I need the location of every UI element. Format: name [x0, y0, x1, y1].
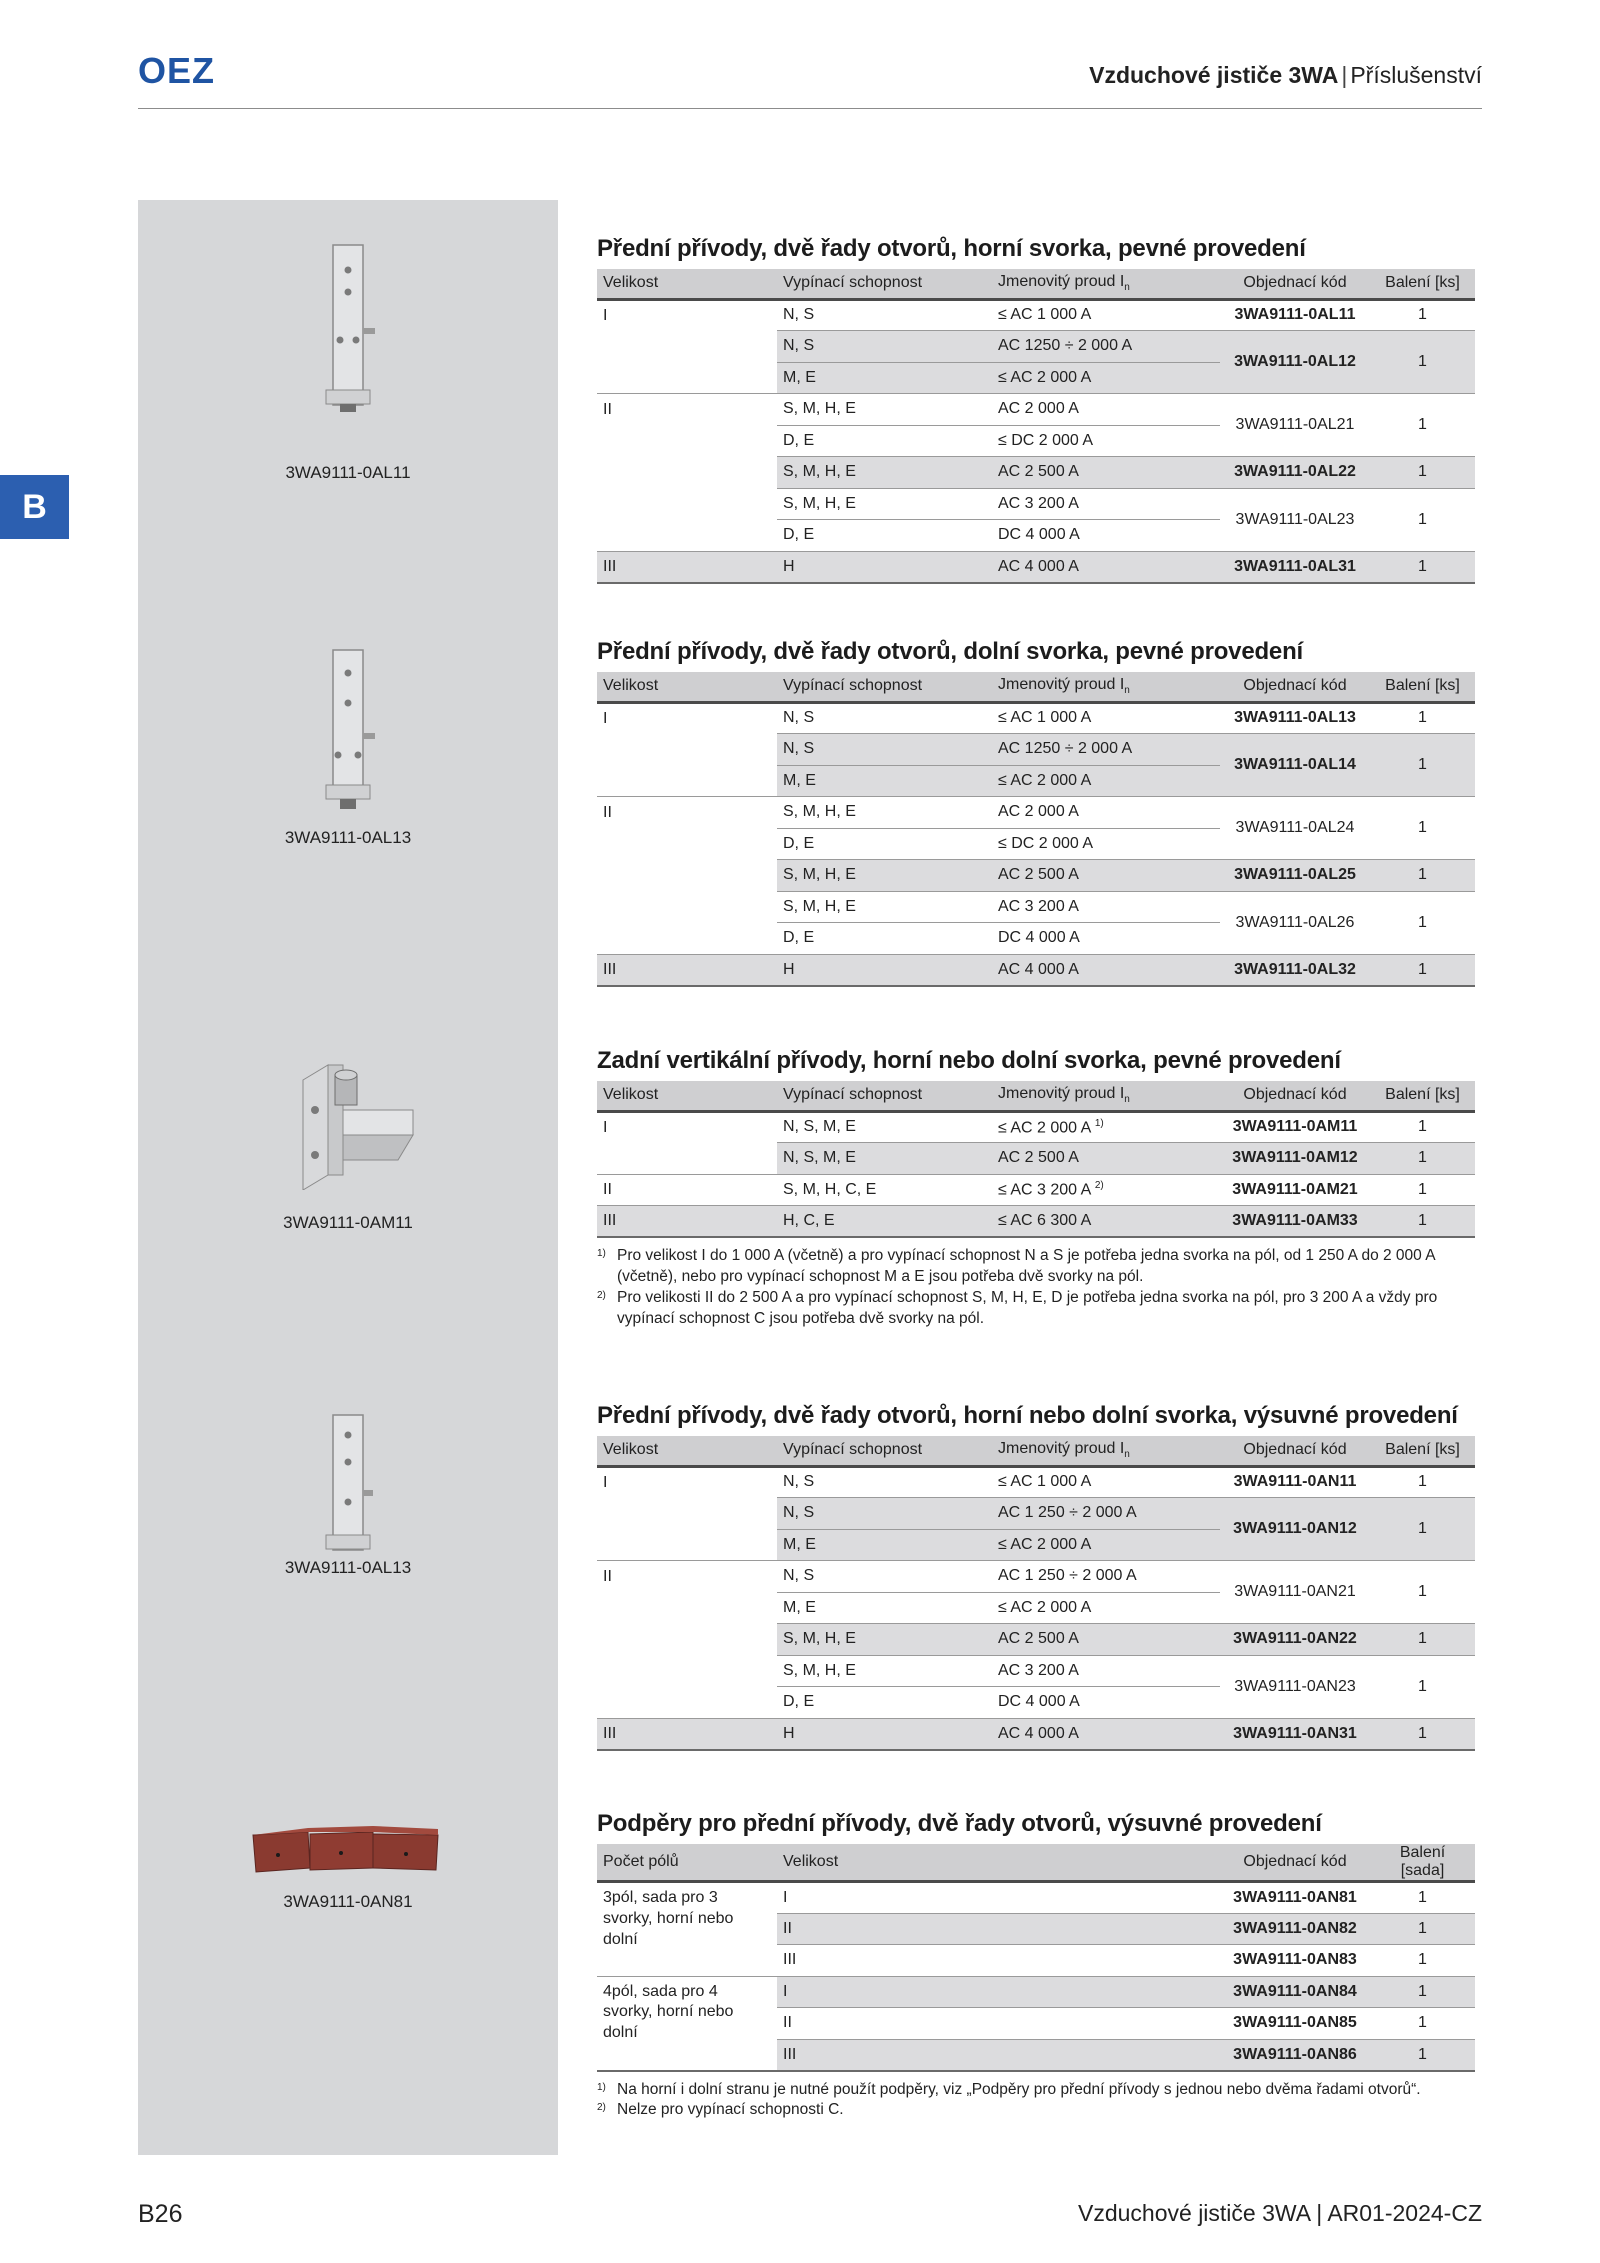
section-title: Přední přívody, dvě řady otvorů, dolní svorka, pevné provedení [597, 638, 1304, 665]
table-cell: 1 [1370, 797, 1475, 860]
header-divider [138, 108, 1482, 109]
section-front-top-fixed [597, 235, 1475, 584]
table-cell: 3WA9111-0AL21 [1220, 394, 1370, 457]
table-cell: 3WA9111-0AN12 [1220, 1498, 1370, 1561]
table-cell: ≤ AC 2 000 A [992, 1592, 1220, 1624]
table-cell: ≤ AC 1 000 A [992, 299, 1220, 331]
table-row [597, 1498, 1475, 1530]
table-cell: AC 3 200 A [992, 891, 1220, 923]
table-cell: 3WA9111-0AM11 [1220, 1111, 1370, 1143]
table-cell: II [597, 1174, 777, 1206]
table-cell: 3WA9111-0AN23 [1220, 1655, 1370, 1718]
table-row [597, 551, 1475, 583]
table-cell [597, 765, 777, 797]
table-cell: 1 [1370, 1976, 1475, 2008]
table-cell: 1 [1370, 2039, 1475, 2071]
product-image-column [138, 200, 558, 2155]
table-cell [597, 1498, 777, 1530]
table-cell: H [777, 1718, 992, 1750]
table-cell: I [603, 1473, 608, 1491]
table-cell: S, M, H, E [777, 1655, 992, 1687]
table-cell: 3WA9111-0AL12 [1220, 331, 1370, 394]
table-row [597, 1655, 1475, 1687]
table-cell: N, S [777, 1466, 992, 1498]
table-cell [597, 331, 777, 363]
table-cell: AC 4 000 A [992, 954, 1220, 986]
table-cell: III [597, 1206, 777, 1238]
table-cell: AC 2 500 A [992, 1143, 1220, 1175]
table-cell: III [597, 551, 777, 583]
table-cell: 1 [1370, 1206, 1475, 1238]
table-cell: II [603, 803, 612, 821]
section-supports-drawout [597, 1810, 1475, 2121]
section-title: Přední přívody, dvě řady otvorů, horní nebo dolní svorka, výsuvné provedení [597, 1402, 1458, 1429]
table-cell: 1 [1370, 1945, 1475, 1977]
table-cell: S, M, H, C, E [777, 1174, 992, 1206]
table-cell: AC 4 000 A [992, 1718, 1220, 1750]
table-cell: 1 [1370, 1655, 1475, 1718]
table-cell: I [777, 1976, 1220, 2008]
footnote: 1) Pro velikost I do 1 000 A (včetně) a pro vypínací schopnost N a S je potřeba jedna svorka na pól, od 1 250 A do 2 000 A (včetně), nebo pro vypínací schopnost M a E jsou potřeba dvě svorky na pól. [597, 1247, 1435, 1285]
table-cell: 1 [1370, 1498, 1475, 1561]
table-cell: 3WA9111-0AM33 [1220, 1206, 1370, 1238]
table-cell: 3WA9111-0AL23 [1220, 488, 1370, 551]
table-cell: DC 4 000 A [992, 923, 1220, 955]
table-cell: D, E [777, 923, 992, 955]
product-code: 3WA9111-0AN81 [283, 1892, 413, 1911]
product-code: 3WA9111-0AL11 [285, 463, 411, 482]
table-cell: D, E [777, 520, 992, 552]
order-table [597, 269, 1475, 584]
table-row [597, 299, 1475, 331]
table-cell: AC 2 500 A [992, 457, 1220, 489]
product-code: 3WA9111-0AL13 [284, 828, 412, 847]
order-table [597, 1436, 1475, 1751]
order-table [597, 1844, 1475, 2072]
table-cell [597, 828, 777, 860]
table-row [597, 457, 1475, 489]
table-cell: 1 [1370, 457, 1475, 489]
table-cell: III [597, 954, 777, 986]
table-cell: 1 [1370, 1174, 1475, 1206]
table-cell: 3pól, sada pro 3 svorky, horní nebo dolní [597, 1882, 777, 1977]
table-cell: AC 3 200 A [992, 488, 1220, 520]
table-cell: 1 [1370, 299, 1475, 331]
table-cell: 1 [1370, 1882, 1475, 1914]
col-header: Velikost [597, 269, 777, 299]
table-cell [597, 891, 777, 923]
table-cell: D, E [777, 425, 992, 457]
table-cell: 3WA9111-0AL26 [1220, 891, 1370, 954]
page-number: B26 [138, 2200, 183, 2228]
table-cell [597, 362, 777, 394]
table-cell: II [777, 2008, 1220, 2040]
table-cell: ≤ AC 2 000 A [992, 1529, 1220, 1561]
footnotes [597, 1246, 1475, 1330]
table-cell: II [603, 400, 612, 418]
table-cell: III [777, 1945, 1220, 1977]
col-header: Balení [sada] [1370, 1844, 1475, 1882]
table-cell [597, 425, 777, 457]
table-cell: I [603, 1118, 608, 1136]
table-cell: 1 [1370, 1718, 1475, 1750]
table-cell: 1 [1370, 891, 1475, 954]
rear-vertical-terminal-icon [138, 1050, 558, 1190]
order-table [597, 672, 1475, 987]
header-title [1089, 62, 1482, 89]
table-cell: M, E [777, 1592, 992, 1624]
table-cell: S, M, H, E [777, 457, 992, 489]
section-title: Přední přívody, dvě řady otvorů, horní svorka, pevné provedení [597, 235, 1306, 262]
col-header: Počet pólů [597, 1844, 777, 1882]
table-cell: 1 [1370, 860, 1475, 892]
table-row [597, 1624, 1475, 1656]
table-row [597, 1206, 1475, 1238]
table-cell: N, S [777, 734, 992, 766]
table-cell: 3WA9111-0AN82 [1220, 1913, 1370, 1945]
col-header: Objednací kód [1220, 1081, 1370, 1111]
table-cell [597, 734, 777, 766]
table-cell: N, S [777, 1498, 992, 1530]
table-cell: M, E [777, 362, 992, 394]
table-cell: 3WA9111-0AN31 [1220, 1718, 1370, 1750]
footnotes [597, 2080, 1475, 2122]
table-row [597, 702, 1475, 734]
table-cell: 3WA9111-0AN81 [1220, 1882, 1370, 1914]
table-row [597, 891, 1475, 923]
table-cell: ≤ AC 3 200 A $^{2)}$ [992, 1174, 1220, 1206]
table-cell: 1 [1370, 488, 1475, 551]
table-cell: 1 [1370, 2008, 1475, 2040]
col-header: Balení [ks] [1370, 269, 1475, 299]
section-title: Zadní vertikální přívody, horní nebo dolní svorka, pevné provedení [597, 1047, 1341, 1074]
table-cell: II [603, 1567, 612, 1585]
table-cell: 3WA9111-0AL25 [1220, 860, 1370, 892]
table-cell: 3WA9111-0AN11 [1220, 1466, 1370, 1498]
table-cell [597, 520, 777, 552]
footnote: 2) Nelze pro vypínací schopnosti C. [597, 2101, 844, 2119]
table-cell [597, 1592, 777, 1624]
table-cell: H [777, 954, 992, 986]
table-cell: 3WA9111-0AM12 [1220, 1143, 1370, 1175]
section-tab-b[interactable]: B [0, 475, 69, 539]
table-cell: S, M, H, E [777, 1624, 992, 1656]
col-header: Velikost [597, 1436, 777, 1466]
table-cell: 3WA9111-0AL11 [1220, 299, 1370, 331]
table-cell: 3WA9111-0AL22 [1220, 457, 1370, 489]
table-cell [597, 1624, 777, 1656]
table-cell: 3WA9111-0AN21 [1220, 1561, 1370, 1624]
table-cell: ≤ AC 2 000 A [992, 765, 1220, 797]
col-header: Vypínací schopnost [777, 1081, 992, 1111]
col-header: Vypínací schopnost [777, 672, 992, 702]
table-cell: DC 4 000 A [992, 520, 1220, 552]
table-cell: M, E [777, 765, 992, 797]
table-cell: 3WA9111-0AL24 [1220, 797, 1370, 860]
table-cell: ≤ AC 1 000 A [992, 1466, 1220, 1498]
table-cell: DC 4 000 A [992, 1687, 1220, 1719]
table-cell: 1 [1370, 1466, 1475, 1498]
table-cell: S, M, H, E [777, 797, 992, 829]
table-cell: ≤ AC 6 300 A [992, 1206, 1220, 1238]
table-cell: N, S, M, E [777, 1143, 992, 1175]
table-cell: ≤ DC 2 000 A [992, 828, 1220, 860]
table-row [597, 734, 1475, 766]
table-cell: 3WA9111-0AN83 [1220, 1945, 1370, 1977]
table-cell: N, S [777, 1561, 992, 1593]
table-cell: I [603, 306, 608, 324]
table-cell: AC 2 500 A [992, 1624, 1220, 1656]
table-cell: N, S [777, 702, 992, 734]
table-cell: 1 [1370, 954, 1475, 986]
table-cell: I [603, 709, 608, 727]
header-title-rest: Příslušenství [1350, 62, 1482, 88]
table-cell: S, M, H, E [777, 860, 992, 892]
table-cell: II [777, 1913, 1220, 1945]
table-row [597, 488, 1475, 520]
table-cell: 3WA9111-0AL31 [1220, 551, 1370, 583]
table-cell: S, M, H, E [777, 891, 992, 923]
section-front-drawout [597, 1402, 1475, 1751]
header-title-bold: Vzduchové jističe 3WA [1089, 62, 1339, 88]
table-cell: AC 2 000 A [992, 797, 1220, 829]
table-cell [597, 457, 777, 489]
col-header: Balení [ks] [1370, 672, 1475, 702]
col-header: Vypínací schopnost [777, 1436, 992, 1466]
table-cell: M, E [777, 1529, 992, 1561]
col-header: Velikost [777, 1844, 1220, 1882]
table-cell: 1 [1370, 1913, 1475, 1945]
table-row [597, 1143, 1475, 1175]
product-code: 3WA9111-0AL13 [284, 1558, 412, 1577]
footnote: 1) Na horní i dolní stranu je nutné použít podpěry, viz „Podpěry pro přední přívody s jednou nebo dvěma řadami otvorů“. [597, 2080, 1421, 2098]
table-row [597, 860, 1475, 892]
table-cell: H [777, 551, 992, 583]
table-cell [597, 1655, 777, 1687]
support-block-icon [138, 1820, 558, 1875]
table-cell: N, S, M, E [777, 1111, 992, 1143]
table-cell: AC 1250 ÷ 2 000 A [992, 734, 1220, 766]
table-row [597, 1111, 1475, 1143]
table-cell: N, S [777, 331, 992, 363]
col-header: Jmenovitý proud $I_n$ [992, 672, 1220, 702]
table-cell: 3WA9111-0AL13 [1220, 702, 1370, 734]
table-cell: ≤ AC 2 000 A [992, 362, 1220, 394]
col-header: Balení [ks] [1370, 1436, 1475, 1466]
table-cell: 4pól, sada pro 4 svorky, horní nebo dolní [597, 1976, 777, 2071]
table-cell: 1 [1370, 1143, 1475, 1175]
table-cell: 1 [1370, 1624, 1475, 1656]
table-cell: H, C, E [777, 1206, 992, 1238]
table-cell: 1 [1370, 1111, 1475, 1143]
section-title: Podpěry pro přední přívody, dvě řady otvorů, výsuvné provedení [597, 1810, 1322, 1837]
table-cell: ≤ AC 2 000 A $^{1)}$ [992, 1111, 1220, 1143]
table-cell: III [597, 1718, 777, 1750]
table-row [597, 1561, 1475, 1593]
table-cell: D, E [777, 828, 992, 860]
table-row [597, 394, 1475, 426]
table-cell: 1 [1370, 394, 1475, 457]
col-header: Jmenovitý proud $I_n$ [992, 1081, 1220, 1111]
table-cell: 3WA9111-0AM21 [1220, 1174, 1370, 1206]
table-cell: 1 [1370, 734, 1475, 797]
header-separator: | [1341, 62, 1348, 88]
table-cell: 3WA9111-0AL14 [1220, 734, 1370, 797]
table-cell: D, E [777, 1687, 992, 1719]
footnote: 2) Pro velikosti II do 2 500 A a pro vypínací schopnost S, M, H, E, D je potřeba jedna svorka na pól, pro 3 200 A a vždy pro vypínací schopnost C jsou potřeba dvě svorky na pól. [597, 1288, 1438, 1327]
front-terminal-top-icon [138, 240, 558, 415]
table-cell: 3WA9111-0AN86 [1220, 2039, 1370, 2071]
order-table [597, 1081, 1475, 1238]
table-cell: AC 1250 ÷ 2 000 A [992, 331, 1220, 363]
col-header: Velikost [597, 672, 777, 702]
table-cell: 3WA9111-0AN22 [1220, 1624, 1370, 1656]
table-cell [597, 923, 777, 955]
table-cell: S, M, H, E [777, 488, 992, 520]
table-cell: AC 1 250 ÷ 2 000 A [992, 1561, 1220, 1593]
product-code: 3WA9111-0AM11 [283, 1213, 413, 1232]
col-header: Velikost [597, 1081, 777, 1111]
table-cell [597, 488, 777, 520]
col-header: Objednací kód [1220, 269, 1370, 299]
table-cell [597, 1143, 777, 1175]
oez-logo: OEZ [138, 50, 216, 91]
col-header: Vypínací schopnost [777, 269, 992, 299]
table-cell [597, 860, 777, 892]
table-cell: I [777, 1882, 1220, 1914]
table-cell: S, M, H, E [777, 394, 992, 426]
table-cell: 3WA9111-0AN84 [1220, 1976, 1370, 2008]
table-row [597, 797, 1475, 829]
table-row [597, 1976, 1475, 2008]
table-cell: 3WA9111-0AN85 [1220, 2008, 1370, 2040]
table-row [597, 954, 1475, 986]
table-row [597, 1466, 1475, 1498]
table-cell: AC 2 000 A [992, 394, 1220, 426]
table-cell: 1 [1370, 702, 1475, 734]
table-cell: N, S [777, 299, 992, 331]
table-row [597, 1718, 1475, 1750]
col-header: Jmenovitý proud $I_n$ [992, 269, 1220, 299]
table-cell: 1 [1370, 331, 1475, 394]
col-header: Objednací kód [1220, 672, 1370, 702]
front-terminal-drawout-icon [138, 1410, 558, 1560]
table-cell: AC 1 250 ÷ 2 000 A [992, 1498, 1220, 1530]
table-cell: 3WA9111-0AL32 [1220, 954, 1370, 986]
table-cell: ≤ AC 1 000 A [992, 702, 1220, 734]
table-cell: III [777, 2039, 1220, 2071]
table-cell: ≤ DC 2 000 A [992, 425, 1220, 457]
section-rear-vertical-fixed [597, 1047, 1475, 1330]
table-cell [597, 1529, 777, 1561]
table-cell: 1 [1370, 1561, 1475, 1624]
table-cell: 1 [1370, 551, 1475, 583]
table-cell: AC 3 200 A [992, 1655, 1220, 1687]
table-cell [597, 1687, 777, 1719]
col-header: Balení [ks] [1370, 1081, 1475, 1111]
col-header: Objednací kód [1220, 1844, 1370, 1882]
front-terminal-bottom-icon [138, 645, 558, 820]
col-header: Objednací kód [1220, 1436, 1370, 1466]
footer-doc-title: Vzduchové jističe 3WA | AR01-2024-CZ [1078, 2200, 1482, 2226]
col-header: Jmenovitý proud $I_n$ [992, 1436, 1220, 1466]
table-cell: AC 2 500 A [992, 860, 1220, 892]
table-row [597, 1174, 1475, 1206]
section-front-bottom-fixed [597, 638, 1475, 987]
table-row [597, 1882, 1475, 1914]
table-row [597, 331, 1475, 363]
table-cell: AC 4 000 A [992, 551, 1220, 583]
